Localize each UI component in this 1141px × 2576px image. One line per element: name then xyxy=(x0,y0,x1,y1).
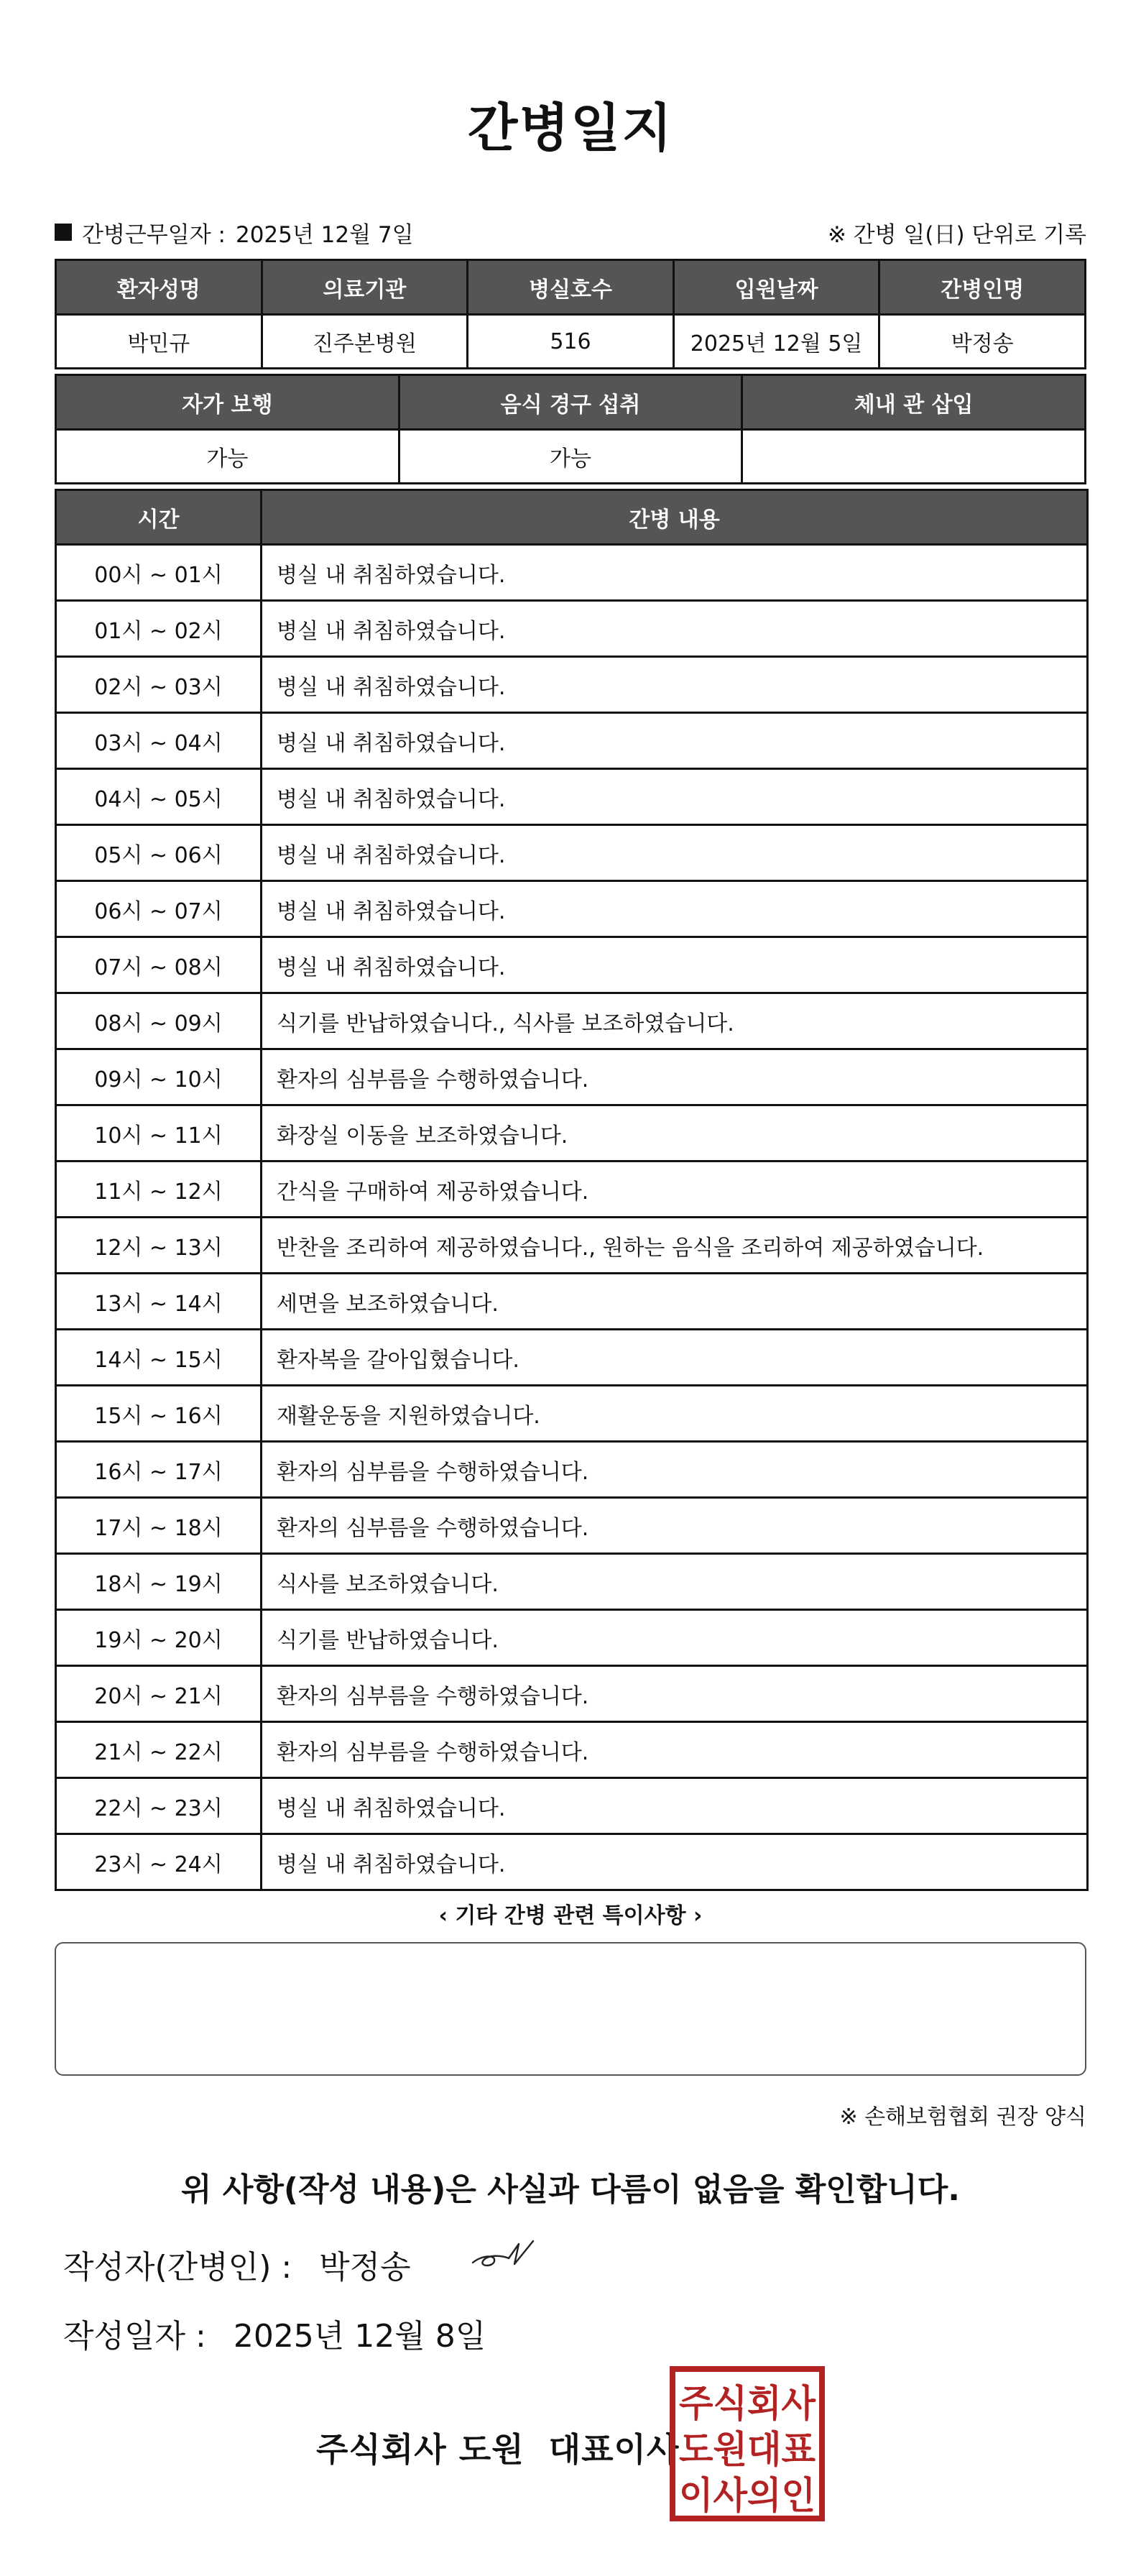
table-row xyxy=(56,1330,1088,1386)
tube-insertion-value xyxy=(742,430,1086,484)
content-cell: 병실 내 취침하였습니다. xyxy=(262,1834,1088,1890)
content-cell: 병실 내 취침하였습니다. xyxy=(262,937,1088,993)
form-source-note: ※ 손해보험협회 권장 양식 xyxy=(839,2104,1086,2130)
room-number: 516 xyxy=(468,315,674,369)
square-bullet-icon xyxy=(55,224,72,241)
content-cell: 환자의 심부름을 수행하였습니다. xyxy=(262,1498,1088,1554)
confirmation-statement: 위 사항(작성 내용)은 사실과 다름이 없음을 확인합니다. xyxy=(181,2171,960,2208)
patient-info-table xyxy=(55,259,1086,369)
content-cell: 식기를 반납하였습니다., 식사를 보조하였습니다. xyxy=(262,993,1088,1049)
table-row xyxy=(56,713,1088,769)
content-cell: 화장실 이동을 보조하였습니다. xyxy=(262,1105,1088,1162)
header-admission-date: 입원날짜 xyxy=(673,260,879,315)
time-cell: 07시 ~ 08시 xyxy=(56,937,262,993)
time-cell: 17시 ~ 18시 xyxy=(56,1498,262,1554)
content-cell: 병실 내 취침하였습니다. xyxy=(262,545,1088,601)
written-date-line xyxy=(63,2310,486,2356)
time-cell: 00시 ~ 01시 xyxy=(56,545,262,601)
table-row xyxy=(56,1666,1088,1722)
table-row xyxy=(56,1105,1088,1162)
header-oral-intake: 음식 경구 섭취 xyxy=(399,375,742,430)
content-cell: 환자의 심부름을 수행하였습니다. xyxy=(262,1666,1088,1722)
time-cell: 05시 ~ 06시 xyxy=(56,825,262,881)
time-cell: 11시 ~ 12시 xyxy=(56,1162,262,1218)
time-cell: 12시 ~ 13시 xyxy=(56,1218,262,1274)
svg-text:주식회사: 주식회사 xyxy=(679,2383,816,2426)
table-row xyxy=(56,1218,1088,1274)
content-cell: 환자의 심부름을 수행하였습니다. xyxy=(262,1722,1088,1778)
care-log-table xyxy=(55,489,1089,1891)
table-row xyxy=(56,1498,1088,1554)
header-self-walking: 자가 보행 xyxy=(56,375,399,430)
time-cell: 10시 ~ 11시 xyxy=(56,1105,262,1162)
admission-date: 2025년 12월 5일 xyxy=(673,315,879,369)
svg-text:도원대표: 도원대표 xyxy=(679,2429,816,2472)
time-cell: 20시 ~ 21시 xyxy=(56,1666,262,1722)
hospital-name: 진주본병원 xyxy=(262,315,468,369)
time-cell: 16시 ~ 17시 xyxy=(56,1442,262,1498)
time-cell: 09시 ~ 10시 xyxy=(56,1049,262,1105)
table-row xyxy=(56,601,1088,657)
content-cell: 환자의 심부름을 수행하였습니다. xyxy=(262,1442,1088,1498)
header-room-number: 병실호수 xyxy=(468,260,674,315)
content-cell: 식기를 반납하였습니다. xyxy=(262,1610,1088,1666)
written-date-label: 작성일자 : xyxy=(63,2318,206,2355)
patient-status-table xyxy=(55,374,1086,484)
time-cell: 13시 ~ 14시 xyxy=(56,1274,262,1330)
header-hospital: 의료기관 xyxy=(262,260,468,315)
header-tube-insertion: 체내 관 삽입 xyxy=(742,375,1086,430)
content-cell: 병실 내 취침하였습니다. xyxy=(262,769,1088,825)
header-patient-name: 환자성명 xyxy=(56,260,262,315)
time-cell: 06시 ~ 07시 xyxy=(56,881,262,937)
self-walking-value: 가능 xyxy=(56,430,399,484)
table-row xyxy=(56,657,1088,713)
writer-name: 박정송 xyxy=(319,2249,411,2286)
work-date-row xyxy=(55,212,1086,252)
table-row xyxy=(56,1049,1088,1105)
table-row xyxy=(56,545,1088,601)
time-cell: 21시 ~ 22시 xyxy=(56,1722,262,1778)
table-row xyxy=(56,1162,1088,1218)
table-row xyxy=(56,1274,1088,1330)
content-cell: 반찬을 조리하여 제공하였습니다., 원하는 음식을 조리하여 제공하였습니다. xyxy=(262,1218,1088,1274)
time-cell: 14시 ~ 15시 xyxy=(56,1330,262,1386)
table-row xyxy=(56,1442,1088,1498)
time-cell: 02시 ~ 03시 xyxy=(56,657,262,713)
time-cell: 23시 ~ 24시 xyxy=(56,1834,262,1890)
writer-line xyxy=(63,2241,411,2287)
patient-name: 박민규 xyxy=(56,315,262,369)
content-cell: 재활운동을 지원하였습니다. xyxy=(262,1386,1088,1442)
special-notes-title: ‹ 기타 간병 관련 특이사항 › xyxy=(438,1903,703,1928)
page-title: 간병일지 xyxy=(467,98,674,158)
content-cell: 세면을 보조하였습니다. xyxy=(262,1274,1088,1330)
table-row xyxy=(56,1722,1088,1778)
work-date-value: 2025년 12월 7일 xyxy=(235,221,414,248)
table-row xyxy=(56,825,1088,881)
content-cell: 병실 내 취침하였습니다. xyxy=(262,713,1088,769)
written-date-value: 2025년 12월 8일 xyxy=(233,2318,486,2355)
table-row xyxy=(56,1386,1088,1442)
table-row xyxy=(56,993,1088,1049)
table-row xyxy=(56,1554,1088,1610)
svg-text:이사의인: 이사의인 xyxy=(679,2475,816,2518)
writer-label: 작성자(간병인) : xyxy=(63,2249,292,2286)
content-cell: 환자의 심부름을 수행하였습니다. xyxy=(262,1049,1088,1105)
table-row xyxy=(56,1610,1088,1666)
table-row xyxy=(56,881,1088,937)
content-cell: 병실 내 취침하였습니다. xyxy=(262,601,1088,657)
handwritten-signature xyxy=(467,2234,539,2277)
header-caregiver-name: 간병인명 xyxy=(879,260,1086,315)
content-cell: 식사를 보조하였습니다. xyxy=(262,1554,1088,1610)
oral-intake-value: 가능 xyxy=(399,430,742,484)
table-row xyxy=(56,1778,1088,1834)
caregiver-name: 박정송 xyxy=(879,315,1086,369)
company-representative: 주식회사 도원 대표이사 xyxy=(316,2430,680,2469)
time-cell: 01시 ~ 02시 xyxy=(56,601,262,657)
record-unit-note: ※ 간병 일(日) 단위로 기록 xyxy=(827,221,1086,248)
content-cell: 환자복을 갈아입혔습니다. xyxy=(262,1330,1088,1386)
table-row xyxy=(56,937,1088,993)
special-notes-box xyxy=(55,1942,1086,2076)
table-row xyxy=(56,769,1088,825)
header-time: 시간 xyxy=(56,490,262,545)
table-row xyxy=(56,1834,1088,1890)
company-seal xyxy=(668,2365,826,2523)
time-cell: 04시 ~ 05시 xyxy=(56,769,262,825)
content-cell: 병실 내 취침하였습니다. xyxy=(262,1778,1088,1834)
time-cell: 15시 ~ 16시 xyxy=(56,1386,262,1442)
time-cell: 03시 ~ 04시 xyxy=(56,713,262,769)
content-cell: 병실 내 취침하였습니다. xyxy=(262,657,1088,713)
time-cell: 19시 ~ 20시 xyxy=(56,1610,262,1666)
time-cell: 18시 ~ 19시 xyxy=(56,1554,262,1610)
header-care-content: 간병 내용 xyxy=(262,490,1088,545)
content-cell: 간식을 구매하여 제공하였습니다. xyxy=(262,1162,1088,1218)
time-cell: 22시 ~ 23시 xyxy=(56,1778,262,1834)
content-cell: 병실 내 취침하였습니다. xyxy=(262,825,1088,881)
content-cell: 병실 내 취침하였습니다. xyxy=(262,881,1088,937)
time-cell: 08시 ~ 09시 xyxy=(56,993,262,1049)
work-date-label: 간병근무일자 : xyxy=(82,221,226,248)
